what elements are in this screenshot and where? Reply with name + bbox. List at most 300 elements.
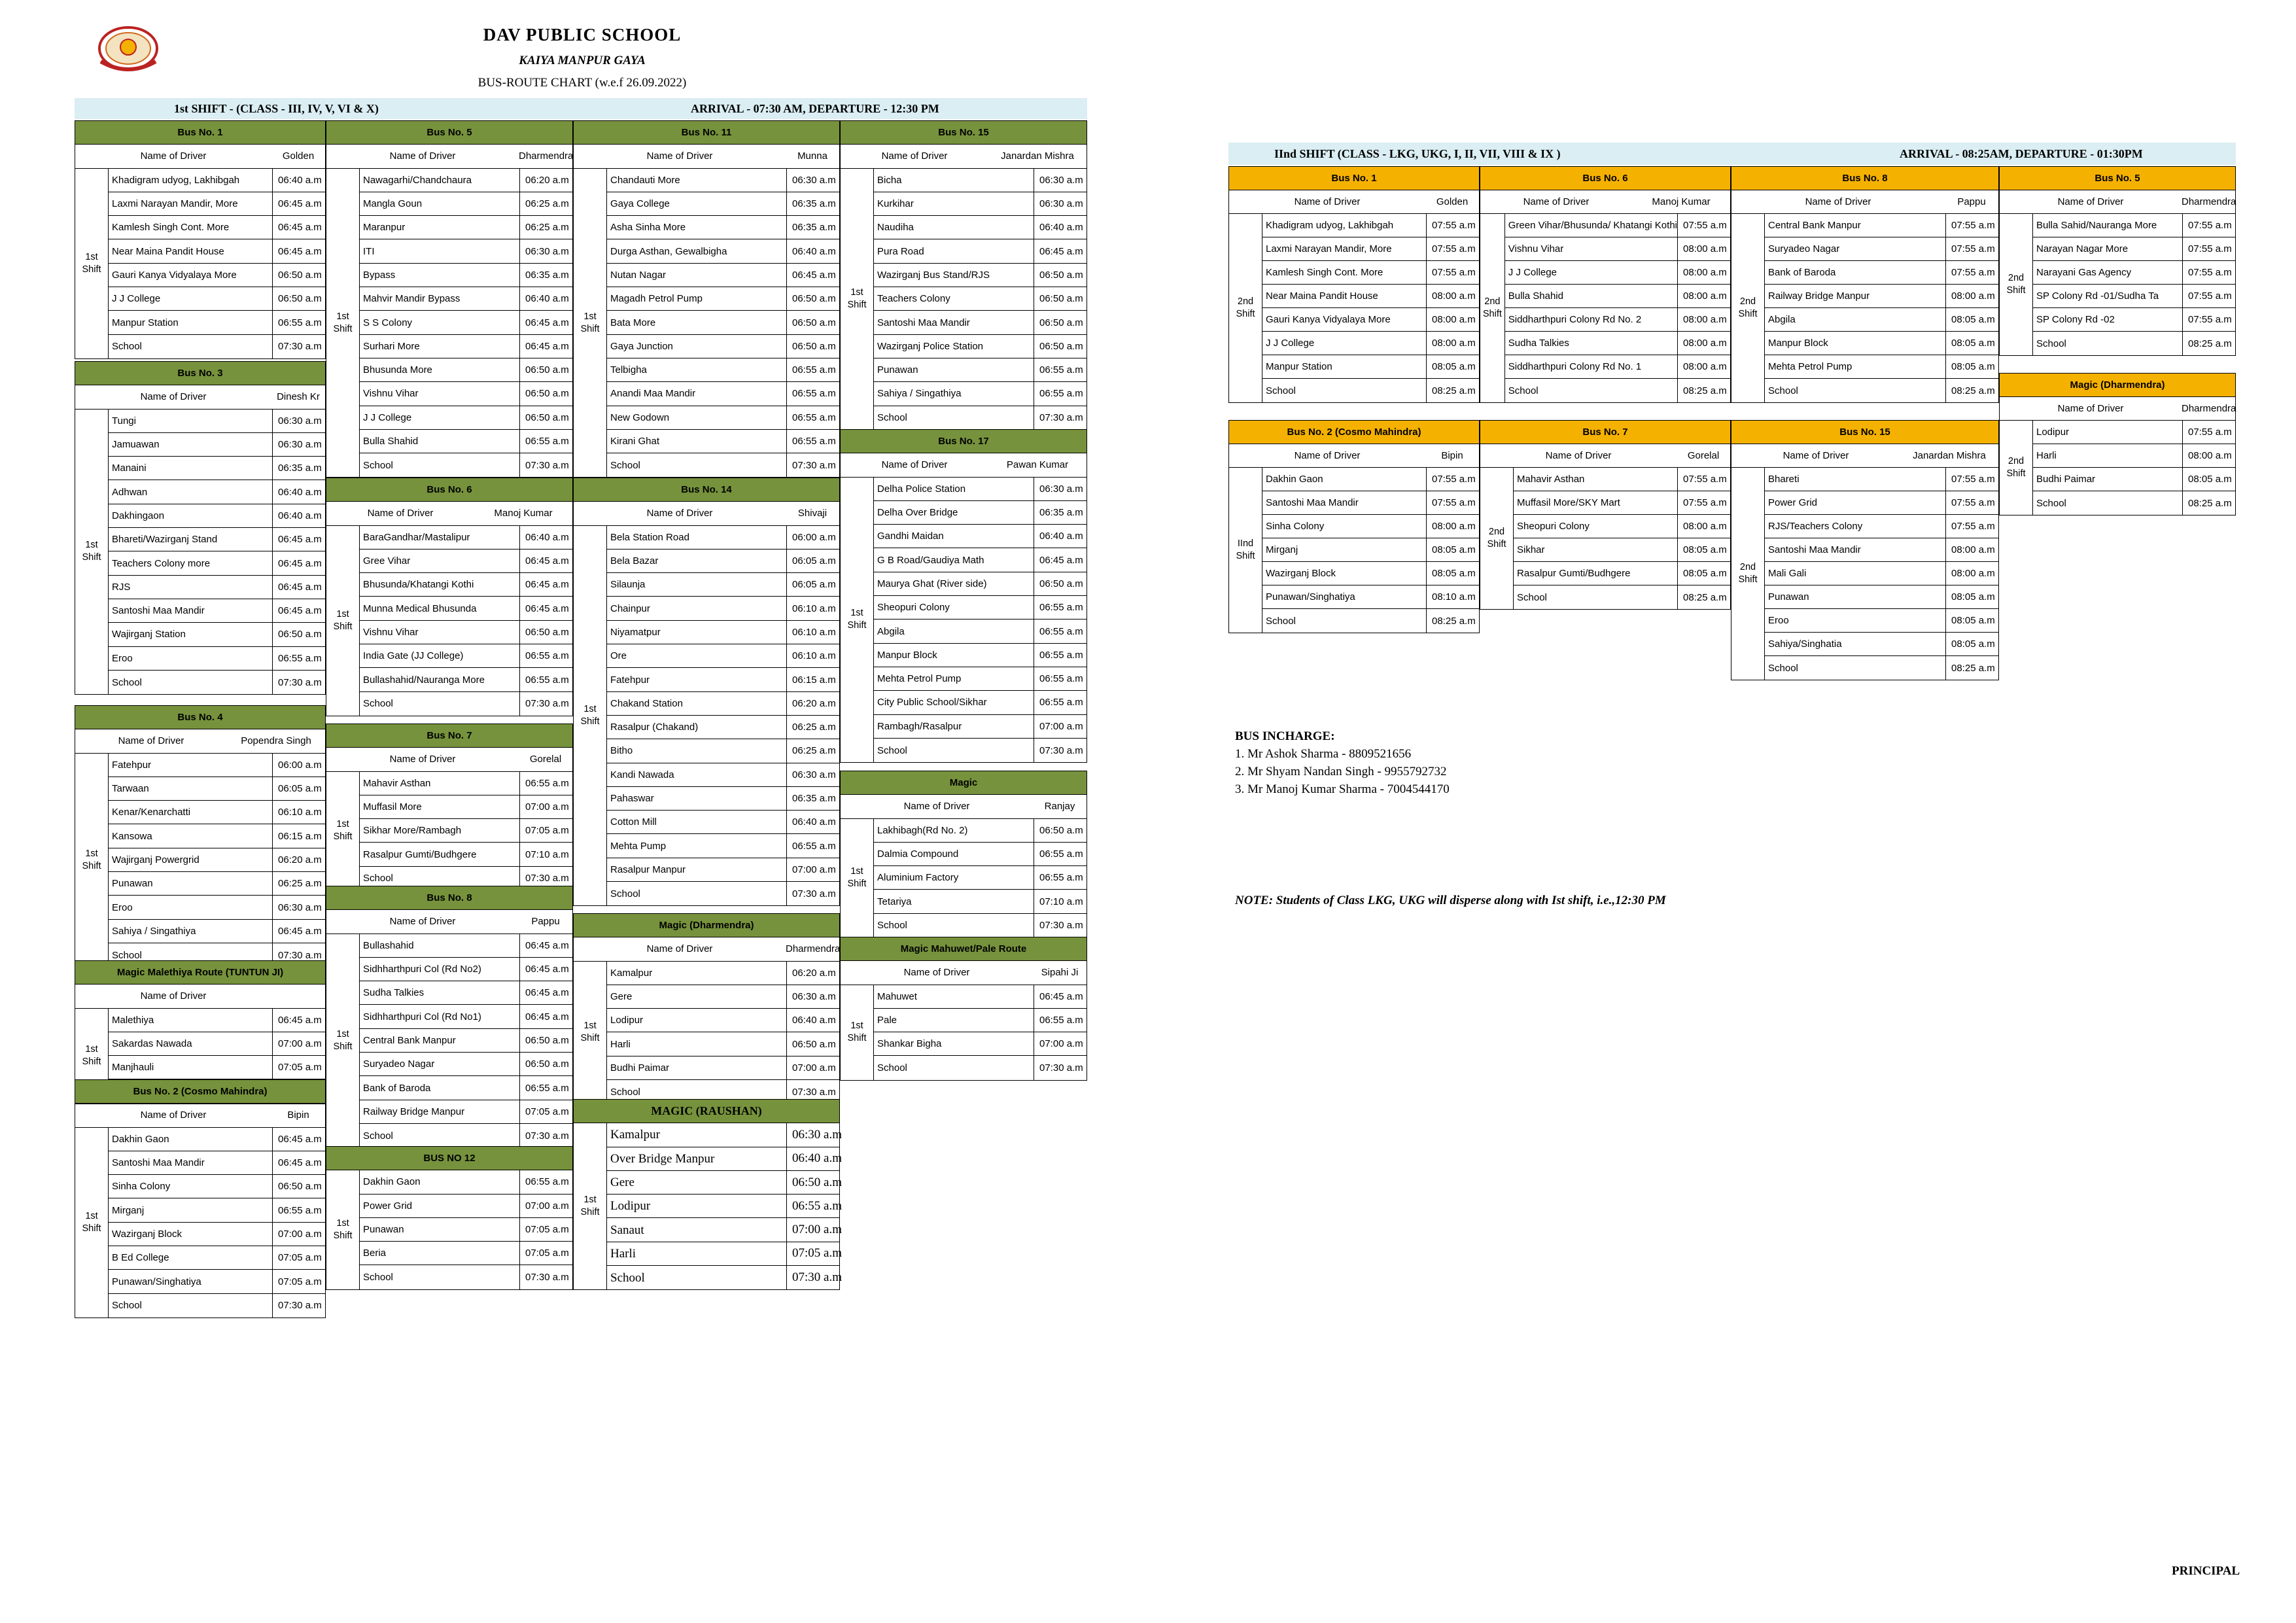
stop-time: 08:00 a.m: [1683, 290, 1727, 302]
driver-label: Name of Driver: [118, 735, 184, 747]
stop-name: Dalmia Compound: [874, 843, 1034, 865]
stop-row: [607, 1032, 839, 1056]
stop-row: [874, 169, 1087, 192]
stop-time: 06:55 a.m: [1039, 388, 1083, 400]
stop-row: [607, 573, 839, 597]
stop-time: 06:10 a.m: [792, 650, 836, 662]
driver-row: [75, 145, 325, 168]
stop-time: 07:55 a.m: [2188, 243, 2232, 254]
stop-row: [109, 920, 325, 943]
stop-time: 06:50 a.m: [278, 269, 322, 281]
stop-row: [2033, 261, 2235, 285]
stop-name: Magadh Petrol Pump: [607, 287, 787, 310]
driver-label: Name of Driver: [140, 990, 207, 1002]
stop-time: 06:55 a.m: [792, 436, 836, 447]
stop-row: [607, 692, 839, 716]
stop-name: Power Grid: [1765, 491, 1946, 514]
bus-route-block: [75, 1079, 326, 1318]
stop-name: Manpur Block: [1765, 332, 1946, 355]
stop-time: 07:30 a.m: [278, 949, 322, 961]
stop-row: [360, 264, 572, 287]
stop-row: [360, 406, 572, 430]
stop-time: 06:50 a.m: [792, 293, 836, 305]
stop-name: Silaunja: [607, 573, 787, 596]
stop-name: J J College: [1505, 261, 1678, 284]
driver-name: Ranjay: [1044, 801, 1075, 812]
stop-name: Punawan: [109, 872, 273, 895]
stop-time: 08:00 a.m: [1951, 290, 1995, 302]
stop-row: [109, 1175, 325, 1198]
stop-name: Muffasil More: [360, 795, 520, 818]
stop-time: 06:30 a.m: [278, 901, 322, 913]
stop-row: [607, 382, 839, 406]
stop-row: [607, 668, 839, 691]
driver-row: [75, 729, 325, 753]
stop-time: 06:45 a.m: [278, 1014, 322, 1026]
driver-name: Bipin: [1441, 450, 1463, 461]
driver-name: Dharmendra: [786, 943, 841, 955]
shift-label: 1st Shift: [841, 819, 874, 937]
stop-name: Manpur Station: [109, 311, 273, 334]
driver-label: Name of Driver: [140, 391, 207, 403]
stop-name: Shankar Bigha: [874, 1032, 1034, 1055]
stop-time: 07:55 a.m: [1951, 267, 1995, 278]
stop-row: [607, 430, 839, 453]
bus-route-block: [1228, 166, 1480, 403]
bus-title: Magic: [841, 771, 1087, 795]
stop-name: Dakhingaon: [109, 504, 273, 527]
stop-time: 06:55 a.m: [792, 840, 836, 852]
bus-route-block: [840, 937, 1087, 1081]
driver-name: Pappu: [1957, 196, 1986, 207]
bus-title: Bus No. 2 (Cosmo Mahindra): [1229, 421, 1479, 444]
stop-time: 07:10 a.m: [525, 848, 569, 860]
stop-time: 06:35 a.m: [792, 198, 836, 210]
stop-time: 06:55 a.m: [1039, 602, 1083, 614]
stop-time: 08:05 a.m: [1432, 361, 1476, 372]
note: NOTE: Students of Class LKG, UKG will disperse along with Ist shift, i.e.,12:30 PM: [1235, 894, 1666, 907]
stop-name: City Public School/Sikhar: [874, 691, 1034, 714]
stop-row: [360, 1005, 572, 1028]
stop-time: 07:30 a.m: [792, 459, 836, 471]
stop-name: Sidhharthpuri Col (Rd No1): [360, 1005, 520, 1028]
driver-name: Dinesh Kr: [277, 391, 320, 403]
stop-name: Rasalpur (Chakand): [607, 716, 787, 739]
stop-name: Jamuawan: [109, 433, 273, 456]
bus-route-block: [840, 120, 1087, 430]
shift-label: 1st Shift: [75, 754, 109, 968]
shift-label: IInd Shift: [1229, 468, 1262, 633]
stop-time: 08:05 a.m: [1951, 338, 1995, 349]
stop-row: [1262, 332, 1479, 355]
stop-row: [1262, 515, 1479, 538]
stop-row: [360, 795, 572, 819]
stop-name: Eroo: [1765, 609, 1946, 632]
stop-row: [109, 216, 325, 239]
stop-name: Pale: [874, 1009, 1034, 1032]
bus-title: Bus No. 11: [574, 121, 839, 145]
stop-time: 06:30 a.m: [1039, 174, 1083, 186]
stop-name: Power Grid: [360, 1195, 520, 1217]
stop-row: [607, 621, 839, 644]
shift-label: 1st Shift: [574, 1123, 607, 1289]
stop-row: [874, 216, 1087, 239]
stop-name: School: [607, 453, 787, 477]
driver-label: Name of Driver: [1294, 450, 1361, 461]
stop-name: School: [360, 1124, 520, 1147]
shift-label: 2nd Shift: [1480, 468, 1514, 609]
stop-row: [360, 597, 572, 620]
stop-time: 08:05 a.m: [1683, 544, 1727, 555]
stop-name: Cotton Mill: [607, 811, 787, 833]
stop-time: 07:55 a.m: [1951, 220, 1995, 231]
stop-name: Harli: [607, 1032, 787, 1055]
stop-row: [1262, 491, 1479, 515]
driver-row: [841, 961, 1087, 985]
bus-title: MAGIC (RAUSHAN): [574, 1100, 839, 1123]
stop-row: [360, 382, 572, 406]
stop-time: 06:05 a.m: [792, 579, 836, 591]
stop-time: 07:55 a.m: [2188, 290, 2232, 302]
stop-name: Vishnu Vihar: [360, 621, 520, 644]
stop-row: [1765, 237, 1998, 261]
stop-row: [1765, 585, 1998, 609]
stop-name: Pahaswar: [607, 787, 787, 810]
stop-time: 06:40 a.m: [792, 816, 836, 828]
stop-row: [1765, 562, 1998, 585]
stop-time: 07:55 a.m: [1951, 497, 1995, 508]
stop-name: Kansowa: [109, 824, 273, 847]
stop-time: 06:50 a.m: [1039, 293, 1083, 305]
stop-time: 06:40 a.m: [278, 510, 322, 521]
stop-row: [360, 430, 572, 453]
stop-name: School: [607, 882, 787, 905]
bus-route-block: [573, 913, 840, 1104]
stop-name: Santoshi Maa Mandir: [1765, 538, 1946, 561]
driver-name: Janardan Mishra: [1001, 150, 1074, 162]
stop-row: [874, 239, 1087, 263]
stop-name: Delha Police Station: [874, 478, 1034, 500]
shift-label: 1st Shift: [574, 526, 607, 906]
stop-row: [109, 433, 325, 457]
driver-name: Pappu: [531, 916, 560, 928]
bus-route-block: [326, 1146, 573, 1290]
stop-name: Tetariya: [874, 890, 1034, 913]
stop-row: [109, 599, 325, 623]
stop-name: Wajirganj Station: [109, 623, 273, 646]
stop-name: Delha Over Bridge: [874, 501, 1034, 524]
driver-row: [326, 748, 572, 771]
stop-name: Sheopuri Colony: [1514, 515, 1678, 538]
stop-time: 06:40 a.m: [1039, 531, 1083, 542]
stop-time: 07:30 a.m: [1039, 412, 1083, 424]
stop-row: [607, 1218, 842, 1242]
driver-label: Name of Driver: [646, 943, 713, 955]
stop-time: 08:00 a.m: [1432, 521, 1476, 532]
stop-time: 07:00 a.m: [525, 1200, 569, 1212]
stop-row: [109, 647, 325, 671]
stop-time: 06:15 a.m: [792, 674, 836, 686]
stop-row: [874, 644, 1087, 667]
stop-time: 06:55 a.m: [792, 411, 836, 423]
stop-row: [1514, 515, 1730, 538]
stop-time: 08:25 a.m: [1683, 591, 1727, 603]
stop-time: 06:50 a.m: [525, 364, 569, 376]
stop-time: 07:00 a.m: [278, 1038, 322, 1050]
stop-time: 06:25 a.m: [278, 878, 322, 890]
stop-row: [1765, 355, 1998, 379]
stop-time: 06:45 a.m: [278, 222, 322, 234]
stop-name: Pura Road: [874, 239, 1034, 262]
stop-time: 06:55 a.m: [278, 652, 322, 664]
driver-row: [1229, 444, 1479, 468]
stop-row: [360, 1076, 572, 1100]
stop-name: Rasalpur Gumti/Budhgere: [1514, 562, 1678, 585]
stop-time: 06:00 a.m: [792, 531, 836, 543]
stop-name: Bela Station Road: [607, 526, 787, 549]
stop-name: Santoshi Maa Mandir: [109, 1151, 273, 1174]
stop-row: [109, 1294, 325, 1318]
stop-row: [109, 1151, 325, 1175]
stop-row: [360, 239, 572, 263]
stop-row: [607, 716, 839, 739]
stop-name: Sinha Colony: [109, 1175, 273, 1198]
driver-row: [841, 453, 1087, 477]
stop-row: [1505, 355, 1730, 379]
stop-row: [360, 526, 572, 550]
stop-name: Laxmi Narayan Mandir, More: [1262, 237, 1427, 260]
stop-time: 07:30 a.m: [1039, 1062, 1083, 1074]
stop-row: [1765, 538, 1998, 562]
stop-row: [607, 216, 839, 239]
stop-name: School: [1262, 379, 1427, 402]
stop-time: 06:55 a.m: [1039, 625, 1083, 637]
stop-time: 06:25 a.m: [525, 198, 569, 210]
stop-name: Punawan: [1765, 585, 1946, 608]
stop-time: 06:55 a.m: [1039, 872, 1083, 884]
driver-label: Name of Driver: [389, 754, 456, 765]
shift-label: 2nd Shift: [1229, 214, 1262, 402]
stop-name: Bhareti: [1765, 468, 1946, 491]
stop-name: SP Colony Rd -02: [2033, 308, 2183, 331]
stop-row: [874, 866, 1087, 890]
stop-row: [109, 576, 325, 599]
stop-name: Abgila: [1765, 308, 1946, 331]
stop-time: 08:00 a.m: [1683, 338, 1727, 349]
stop-time: 06:50 a.m: [278, 293, 322, 305]
bus-title: Magic (Dharmendra): [574, 914, 839, 937]
stop-time: 06:45 a.m: [278, 557, 322, 569]
shift2-banner: [1228, 143, 2236, 165]
stop-time: 07:00 a.m: [792, 1062, 836, 1073]
driver-name: Dharmendra: [2182, 196, 2236, 207]
stop-name: Nutan Nagar: [607, 264, 787, 287]
stop-time: 07:55 a.m: [1432, 497, 1476, 508]
stop-name: Rasalpur Gumti/Budhgere: [360, 843, 520, 865]
stop-row: [1505, 237, 1730, 261]
stop-row: [874, 525, 1087, 548]
stop-row: [360, 1218, 572, 1242]
stop-name: Eroo: [109, 647, 273, 670]
stop-row: [874, 691, 1087, 714]
driver-row: [2000, 190, 2235, 214]
stop-row: [1765, 332, 1998, 355]
stop-name: Near Maina Pandit House: [109, 239, 273, 262]
stop-time: 07:55 a.m: [1432, 243, 1476, 254]
stop-name: Tungi: [109, 410, 273, 432]
stop-name: BaraGandhar/Mastalipur: [360, 526, 520, 549]
bus-title: Bus No. 6: [1480, 167, 1730, 190]
stop-time: 06:50 a.m: [525, 626, 569, 638]
shift-label: 1st Shift: [841, 985, 874, 1080]
stop-time: 06:55 a.m: [792, 1198, 842, 1213]
stop-name: Sahiya/Singhatia: [1765, 633, 1946, 655]
stop-time: 06:55 a.m: [1039, 649, 1083, 661]
stop-name: Telbigha: [607, 358, 787, 381]
stop-time: 06:10 a.m: [792, 602, 836, 614]
driver-label: Name of Driver: [903, 801, 970, 812]
stop-row: [360, 335, 572, 358]
stop-row: [360, 1100, 572, 1124]
stop-time: 06:40 a.m: [792, 1015, 836, 1026]
stop-time: 06:30 a.m: [792, 991, 836, 1003]
stop-time: 07:55 a.m: [1432, 474, 1476, 485]
stop-name: School: [874, 914, 1034, 937]
bus-title: Magic Mahuwet/Pale Route: [841, 937, 1087, 961]
stop-name: Gree Vihar: [360, 550, 520, 572]
stop-time: 07:55 a.m: [1951, 474, 1995, 485]
stop-name: School: [360, 453, 520, 477]
stop-time: 06:45 a.m: [525, 579, 569, 591]
stop-name: School: [874, 406, 1034, 430]
stop-time: 06:45 a.m: [525, 939, 569, 951]
stop-row: [2033, 468, 2235, 491]
stop-name: Lakhibagh(Rd No. 2): [874, 819, 1034, 842]
driver-row: [75, 1104, 325, 1127]
stop-row: [607, 1147, 842, 1171]
stop-name: Tarwaan: [109, 777, 273, 800]
stop-time: 06:35 a.m: [278, 462, 322, 474]
stop-row: [1765, 379, 1998, 402]
stop-row: [360, 192, 572, 216]
stop-row: [1765, 261, 1998, 285]
driver-label: Name of Driver: [1783, 450, 1849, 461]
stop-name: Chakand Station: [607, 692, 787, 715]
stop-time: 06:45 a.m: [278, 1157, 322, 1169]
stop-name: Over Bridge Manpur: [607, 1147, 787, 1170]
stop-time: 07:30 a.m: [525, 873, 569, 884]
stop-time: 08:05 a.m: [1951, 591, 1995, 602]
stop-time: 08:05 a.m: [1951, 615, 1995, 626]
stop-row: [1262, 237, 1479, 261]
stop-name: Chainpur: [607, 597, 787, 620]
stop-row: [360, 453, 572, 477]
stop-row: [1262, 214, 1479, 237]
stop-time: 06:35 a.m: [525, 269, 569, 281]
stop-row: [1765, 491, 1998, 515]
driver-row: [574, 145, 839, 168]
stop-name: Bulla Shahid: [360, 430, 520, 453]
stop-row: [874, 264, 1087, 287]
driver-label: Name of Driver: [389, 916, 456, 928]
stop-name: Railway Bridge Manpur: [360, 1100, 520, 1123]
stop-row: [607, 526, 839, 550]
shift-label: 1st Shift: [75, 1009, 109, 1104]
stop-row: [607, 1123, 842, 1147]
stop-row: [109, 801, 325, 824]
stop-name: Harli: [2033, 444, 2183, 467]
stop-row: [109, 410, 325, 433]
stop-row: [607, 192, 839, 216]
stop-name: Central Bank Manpur: [360, 1029, 520, 1052]
driver-row: [326, 145, 572, 168]
stop-time: 07:55 a.m: [1432, 267, 1476, 278]
stop-time: 06:50 a.m: [1039, 340, 1083, 352]
stop-time: 06:55 a.m: [792, 388, 836, 400]
stop-row: [607, 239, 839, 263]
stop-row: [360, 934, 572, 958]
stop-row: [2033, 285, 2235, 308]
stop-row: [874, 406, 1087, 430]
stop-name: Wazirganj Block: [1262, 562, 1427, 585]
stop-time: 08:00 a.m: [1683, 521, 1727, 532]
stop-row: [607, 1266, 842, 1289]
stop-name: Punawan: [874, 358, 1034, 381]
stop-row: [874, 715, 1087, 739]
stop-name: Sahiya / Singathiya: [874, 382, 1034, 405]
stop-row: [109, 848, 325, 872]
stop-row: [360, 1195, 572, 1218]
stop-name: School: [607, 1266, 787, 1289]
stop-name: Bullashahid: [360, 934, 520, 957]
stop-time: 06:50 a.m: [792, 1175, 842, 1189]
stop-row: [1262, 285, 1479, 308]
stop-name: Kamalpur: [607, 1123, 787, 1146]
stop-name: Rambagh/Rasalpur: [874, 715, 1034, 738]
stop-name: G B Road/Gaudiya Math: [874, 548, 1034, 571]
stop-name: Niyamatpur: [607, 621, 787, 644]
shift-label: 1st Shift: [326, 1170, 360, 1289]
stop-time: 06:45 a.m: [1039, 245, 1083, 257]
stop-row: [109, 1009, 325, 1032]
stop-row: [607, 311, 839, 334]
stop-name: RJS: [109, 576, 273, 599]
bus-title: Bus No. 2 (Cosmo Mahindra): [75, 1080, 325, 1104]
stop-time: 06:45 a.m: [525, 555, 569, 567]
stop-time: 07:00 a.m: [278, 1228, 322, 1240]
stop-name: Vishnu Vihar: [360, 382, 520, 405]
bus-title: Bus No. 15: [1731, 421, 1998, 444]
stop-row: [360, 1265, 572, 1289]
bus-title: BUS NO 12: [326, 1147, 572, 1170]
stop-time: 06:20 a.m: [792, 697, 836, 709]
stop-name: Manpur Block: [874, 644, 1034, 667]
stop-time: 07:55 a.m: [1683, 220, 1727, 231]
stop-row: [1514, 538, 1730, 562]
stop-row: [360, 550, 572, 573]
stop-row: [874, 358, 1087, 382]
stop-row: [1262, 379, 1479, 402]
stop-time: 06:45 a.m: [1039, 990, 1083, 1002]
driver-row: [574, 937, 839, 961]
stop-time: 07:00 a.m: [792, 864, 836, 875]
stop-row: [2033, 308, 2235, 332]
stop-name: Asha Sinha More: [607, 216, 787, 239]
stop-row: [360, 692, 572, 716]
stop-row: [607, 1056, 839, 1080]
stop-name: Sheopuri Colony: [874, 596, 1034, 619]
stop-time: 06:25 a.m: [525, 222, 569, 234]
